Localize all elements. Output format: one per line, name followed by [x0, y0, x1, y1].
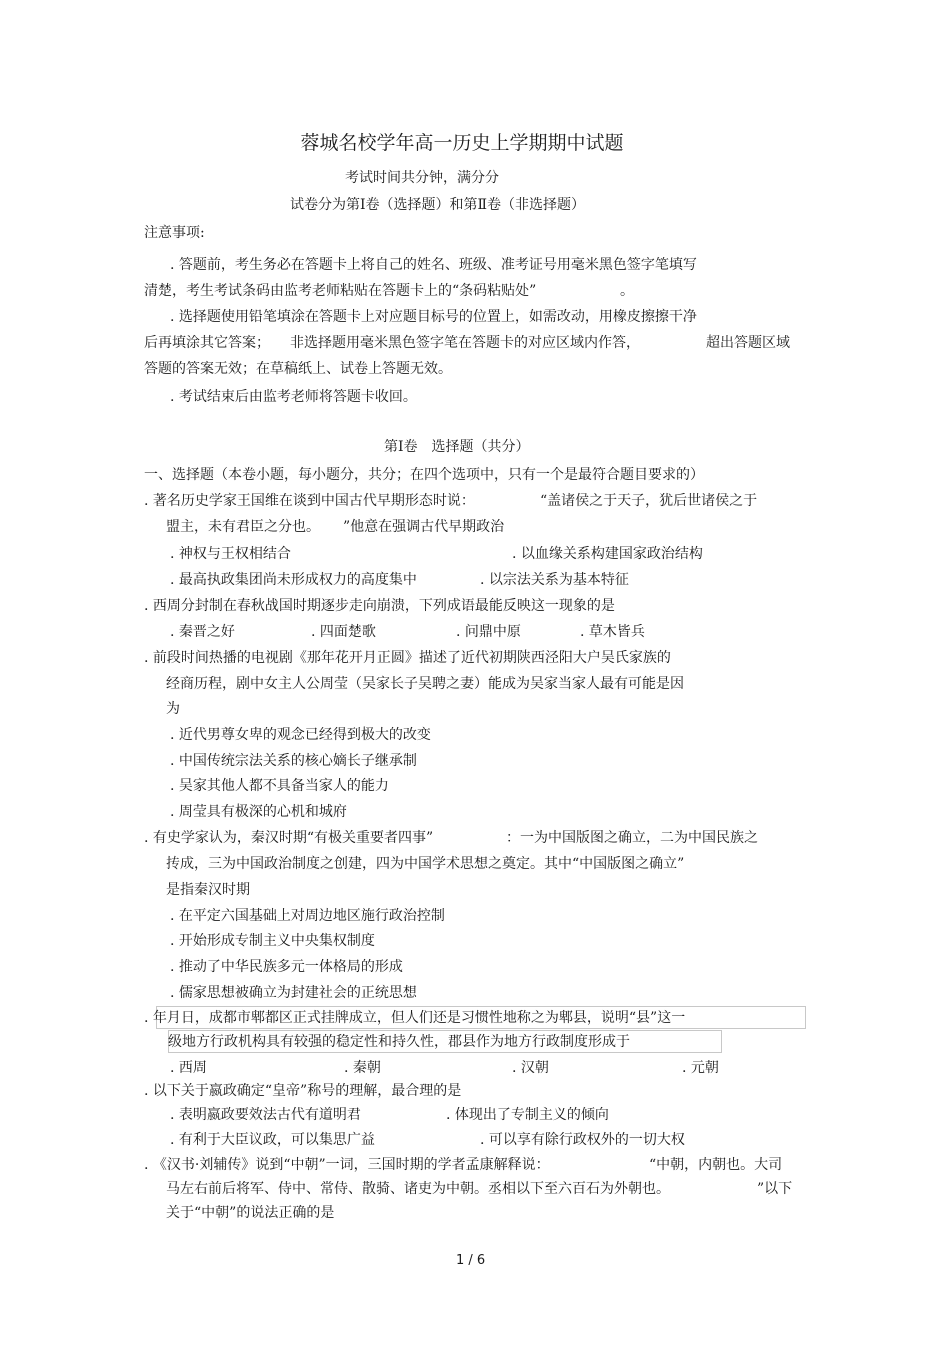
notice-line: 清楚，考生考试条码由监考老师粘贴在答题卡上的“条码粘贴处”: [144, 283, 537, 299]
notice-line: . 答题前，考生务必在答题卡上将自己的姓名、班级、准考证号用毫米黑色签字笔填写: [170, 257, 697, 273]
notice-heading: 注意事项:: [144, 225, 205, 241]
notice-line: 非选择题用毫米黑色签字笔在答题卡的对应区域内作答，: [290, 335, 640, 351]
question-option: . 开始形成专制主义中央集权制度: [170, 933, 375, 949]
question-stem: . 年月日，成都市郫都区正式挂牌成立，但人们还是习惯性地称之为郫县，说明“县”这一: [144, 1010, 686, 1026]
question-stem: . 西周分封制在春秋战国时期逐步走向崩溃，下列成语最能反映这一现象的是: [144, 598, 615, 614]
question-option: . 以血缘关系构建国家政治结构: [512, 546, 703, 562]
question-option: . 儒家思想被确立为封建社会的正统思想: [170, 985, 417, 1001]
section-instruction: 一、选择题（本卷小题，每小题分，共分；在四个选项中，只有一个是最符合题目要求的）: [144, 467, 704, 483]
question-option: . 草木皆兵: [580, 624, 645, 640]
question-stem: 抟成，三为中国政治制度之创建，四为中国学术思想之奠定。其中“中国版图之确立”: [166, 856, 685, 872]
question-option: . 可以享有除行政权外的一切大权: [480, 1132, 685, 1148]
question-stem: ：一为中国版图之确立，二为中国民族之: [506, 830, 758, 846]
notice-line: 。: [620, 283, 634, 299]
question-option: . 吴家其他人都不具备当家人的能力: [170, 778, 389, 794]
exam-time-info: 考试时间共分钟，满分分: [345, 170, 499, 186]
question-stem: ”以下: [757, 1181, 793, 1197]
question-option: . 最高执政集团尚未形成权力的高度集中: [170, 572, 417, 588]
question-option: . 推动了中华民族多元一体格局的形成: [170, 959, 403, 975]
question-stem: 马左右前后将军、侍中、常侍、散骑、诸吏为中朝。丞相以下至六百石为外朝也。: [166, 1181, 670, 1197]
notice-line: 后再填涂其它答案；: [144, 335, 270, 351]
question-stem: “中朝，内朝也。大司: [649, 1157, 783, 1173]
question-option: . 在平定六国基础上对周边地区施行政治控制: [170, 908, 445, 924]
notice-line: 答题的答案无效；在草稿纸上、试卷上答题无效。: [144, 361, 452, 377]
question-option: . 秦晋之好: [170, 624, 235, 640]
question-stem: 是指秦汉时期: [166, 882, 250, 898]
exam-title: 蓉城名校学年高一历史上学期期中试题: [300, 132, 624, 154]
page-number: 1 / 6: [456, 1253, 486, 1268]
question-stem: . 有史学家认为，秦汉时期“有极关重要者四事”: [144, 830, 434, 846]
question-stem: . 前段时间热播的电视剧《那年花开月正圆》描述了近代初期陕西泾阳大户吴氏家族的: [144, 650, 671, 666]
question-stem: 关于“中朝”的说法正确的是: [166, 1205, 335, 1221]
question-option: . 问鼎中原: [456, 624, 521, 640]
question-option: . 西周: [170, 1060, 207, 1076]
question-option: . 中国传统宗法关系的核心嫡长子继承制: [170, 753, 417, 769]
section-title: 第Ⅰ卷 选择题（共分）: [384, 439, 530, 455]
question-stem: 经商历程，剧中女主人公周莹（吴家长子吴聘之妻）能成为吴家当家人最有可能是因: [166, 676, 684, 692]
notice-line: 超出答题区域: [706, 335, 790, 351]
question-stem: 级地方行政机构具有较强的稳定性和持久性，郡县作为地方行政制度形成于: [168, 1034, 630, 1050]
question-option: . 四面楚歌: [311, 624, 376, 640]
question-stem: 盟主，未有君臣之分也。: [166, 519, 320, 535]
question-option: . 表明嬴政要效法古代有道明君: [170, 1107, 361, 1123]
notice-line: . 考试结束后由监考老师将答题卡收回。: [170, 389, 417, 405]
question-stem: . 著名历史学家王国维在谈到中国古代早期形态时说：: [144, 493, 475, 509]
question-option: . 汉朝: [512, 1060, 549, 1076]
question-option: . 以宗法关系为基本特征: [480, 572, 629, 588]
question-option: . 有利于大臣议政，可以集思广益: [170, 1132, 375, 1148]
question-option: . 体现出了专制主义的倾向: [446, 1107, 609, 1123]
question-option: . 近代男尊女卑的观念已经得到极大的改变: [170, 727, 431, 743]
question-stem: . 以下关于嬴政确定“皇帝”称号的理解，最合理的是: [144, 1083, 462, 1099]
question-option: . 秦朝: [344, 1060, 381, 1076]
question-option: . 神权与王权相结合: [170, 546, 291, 562]
question-option: . 元朝: [682, 1060, 719, 1076]
question-stem: “盖诸侯之于天子，犹后世诸侯之于: [540, 493, 758, 509]
exam-parts-info: 试卷分为第Ⅰ卷（选择题）和第Ⅱ卷（非选择题）: [290, 197, 586, 213]
notice-line: . 选择题使用铅笔填涂在答题卡上对应题目标号的位置上，如需改动，用橡皮擦擦干净: [170, 309, 697, 325]
question-stem: 为: [166, 701, 180, 717]
question-stem: . 《汉书·刘辅传》说到“中朝”一词，三国时期的学者孟康解释说：: [144, 1157, 550, 1173]
question-stem: ”他意在强调古代早期政治: [343, 519, 505, 535]
question-option: . 周莹具有极深的心机和城府: [170, 804, 347, 820]
